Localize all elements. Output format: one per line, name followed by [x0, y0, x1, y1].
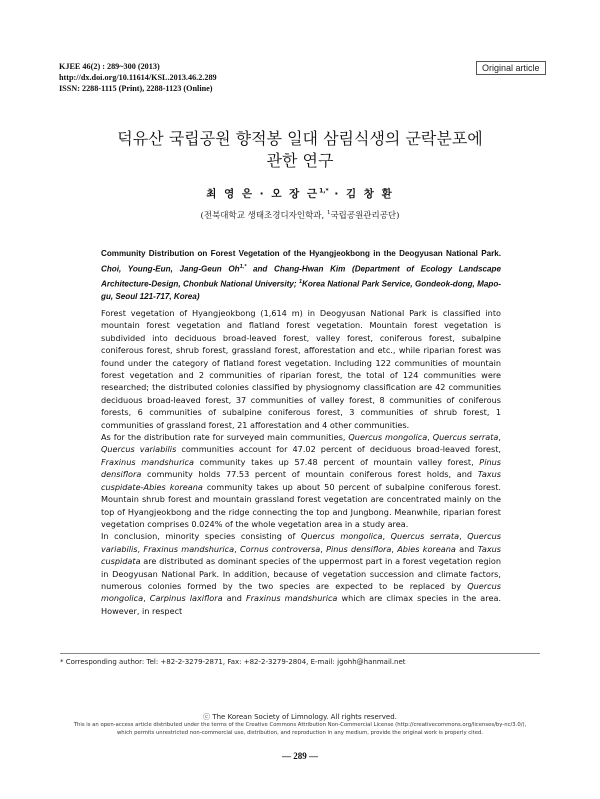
- doi-link[interactable]: http://dx.doi.org/10.11614/KSL.2013.46.2.289: [59, 73, 217, 82]
- affiliation-part-b: 국립공원관리공단): [330, 211, 400, 221]
- species-name: Abies koreana: [397, 543, 456, 554]
- english-authors-rest: and Chang-Hwan Kim (Department of Ecology Landscape Architecture-Design, Chonbuk National University;: [101, 264, 501, 289]
- text-span: community takes up 57.48 percent of mountain valley forest,: [194, 456, 480, 467]
- species-name: Fraxinus mandshurica: [245, 593, 338, 604]
- species-name: Quercus mongolica: [101, 580, 501, 604]
- corresponding-author-footnote: * Corresponding author: Tel: +82-2-3279-2871, Fax: +82-2-3279-2804, E-mail: jgohh@hanmail.net: [60, 658, 406, 666]
- authors-superscript: 1,: [319, 187, 326, 195]
- issn-line: ISSN: 2288-1115 (Print), 2288-1123 (Online): [59, 84, 213, 93]
- text-span: In conclusion, minority species consisting of: [101, 531, 301, 542]
- species-name: Pinus densiflora: [101, 456, 501, 480]
- species-name: Quercus serrata: [390, 531, 460, 542]
- text-span: and: [455, 543, 478, 554]
- text-span: ,: [382, 531, 391, 542]
- text-span: ,: [234, 543, 240, 554]
- species-name: Quercus mongolica: [300, 531, 383, 542]
- text-span: ,: [459, 531, 468, 542]
- english-citation: [101, 248, 501, 304]
- license-line-2: which permits unrestricted non-commercial use, distribution, and reproduction in any medium, provide the original work is properly cited.: [116, 729, 484, 736]
- korean-affiliation: [60, 209, 540, 221]
- english-affiliation: Korea National Park Service, Gondeok-dong, Mapo-gu, Seoul 121-717, Korea): [101, 279, 501, 302]
- text-span: communities account for 47.02 percent of deciduous broad-leaved forest,: [176, 444, 502, 455]
- text-span: As for the distribution rate for surveyed main communities,: [101, 432, 349, 443]
- corresponding-star: *: [325, 187, 329, 195]
- license-notice: [40, 722, 560, 737]
- text-span: ,: [427, 432, 433, 443]
- text-span: are distributed as dominant species of the uppermost part in a forest vegetation region in Deogyusan National Park. In addition, because of vegetation succession and climate factors, numerous colonies formed by the two species are expected to be replaced by: [101, 556, 501, 591]
- species-name: Pinus densiflora: [326, 543, 392, 554]
- text-span: ,: [498, 432, 501, 443]
- authors-main: 최 영 은 · 오 장 근: [206, 188, 320, 200]
- species-name: Cornus controversa: [239, 543, 321, 554]
- text-span: ,: [320, 543, 327, 554]
- korean-title-line1: 덕유산 국립공원 향적봉 일대 삼림식생의 군락분포에: [117, 129, 483, 148]
- text-span: ,: [143, 593, 150, 604]
- english-authors-sup: 1,*: [239, 263, 247, 270]
- text-span: which are climax species in the area. However, in respect: [101, 593, 502, 616]
- license-line-1: This is an open-access article distributed under the terms of the Creative Commons Attribution Non-Commercial License (http://creativecommons.org/licenses/by-nc/3.0/),: [73, 722, 527, 728]
- species-name: Quercus serrata: [432, 432, 499, 443]
- copyright-line: ⓒ The Korean Society of Limnology. All rights reserved.: [203, 713, 397, 721]
- species-name: Quercus variabilis: [101, 531, 501, 554]
- english-authors: Choi, Young-Eun, Jang-Geun Oh: [101, 264, 240, 274]
- page-number: ― 289 ―: [282, 751, 318, 761]
- species-name: Fraxinus mandshurica: [143, 543, 235, 554]
- abstract-paragraph-1: Forest vegetation of Hyangjeokbong (1,614 m) in Deogyusan National Park is classified into mountain forest vegetation and flatland forest vegetation. Mountain forest vegetation is subdivided into deciduous broad-leaved forest, valley forest, coniferous forest, subalpine coniferous forest, shrub forest, grassland forest, afforestation and etc., while riparian forest was found under the category of flatland forest vegetation. Including 122 communities of mountain forest vegetation and 2 communities of riparian forest, the total of 124 communities were researched; the distributed colonies classified by physiognomy classification are 42 communities deciduous broad-leaved forest, 37 communities of valley forest, 8 communities of coniferous forests, 6 communities of subalpine coniferous forest, 3 communities of shrub forest, 1 communities of grassland forest, 21 afforestation and 4 other communities.: [101, 308, 501, 430]
- text-span: ,: [391, 543, 398, 554]
- abstract-paragraph-3: [101, 530, 501, 617]
- korean-title-line2: 관한 연구: [266, 151, 334, 170]
- authors-rest: · 김 창 환: [328, 188, 394, 200]
- korean-title: [60, 128, 540, 172]
- korean-authors: [60, 186, 540, 201]
- species-name: Quercus mongolica: [348, 432, 428, 443]
- species-name: Fraxinus mandshurica: [101, 456, 194, 467]
- text-span: and: [222, 593, 246, 604]
- species-name: Carpinus laxiflora: [149, 593, 223, 604]
- affiliation-superscript: 1: [326, 210, 331, 217]
- abstract-body: [101, 307, 501, 617]
- journal-citation: KJEE 46(2) : 289~300 (2013): [59, 62, 160, 71]
- text-span: community takes up about 50 percent of subalpine coniferous forest. Mountain shrub forest and mountain grassland forest vegetation are concentrated mainly on the top of Hyangjeokbong and the ridge connecting the top and Jungbong. Meanwhile, riparian forest vegetation comprises 0.024% of the whole vegetation area in a study area.: [101, 481, 501, 529]
- article-type-badge: Original article: [476, 61, 546, 75]
- affiliation-part-a: (전북대학교 생태조경디자인학과,: [200, 211, 327, 221]
- english-aff-sup: 1: [298, 278, 303, 285]
- journal-header: [59, 61, 217, 94]
- text-span: community holds 77.53 percent of mountain coniferous forest holds, and: [141, 469, 478, 480]
- text-span: ,: [137, 543, 144, 554]
- english-title: Community Distribution on Forest Vegetation of the Hyangjeokbong in the Deogyusan National Park.: [101, 249, 501, 258]
- species-name: Taxus cuspidata: [101, 543, 502, 567]
- abstract-paragraph-2: [101, 431, 501, 530]
- species-name: Quercus variabilis: [101, 444, 177, 455]
- footnote-divider: [60, 653, 540, 654]
- species-name: Taxus cuspidate-Abies koreana: [101, 469, 501, 492]
